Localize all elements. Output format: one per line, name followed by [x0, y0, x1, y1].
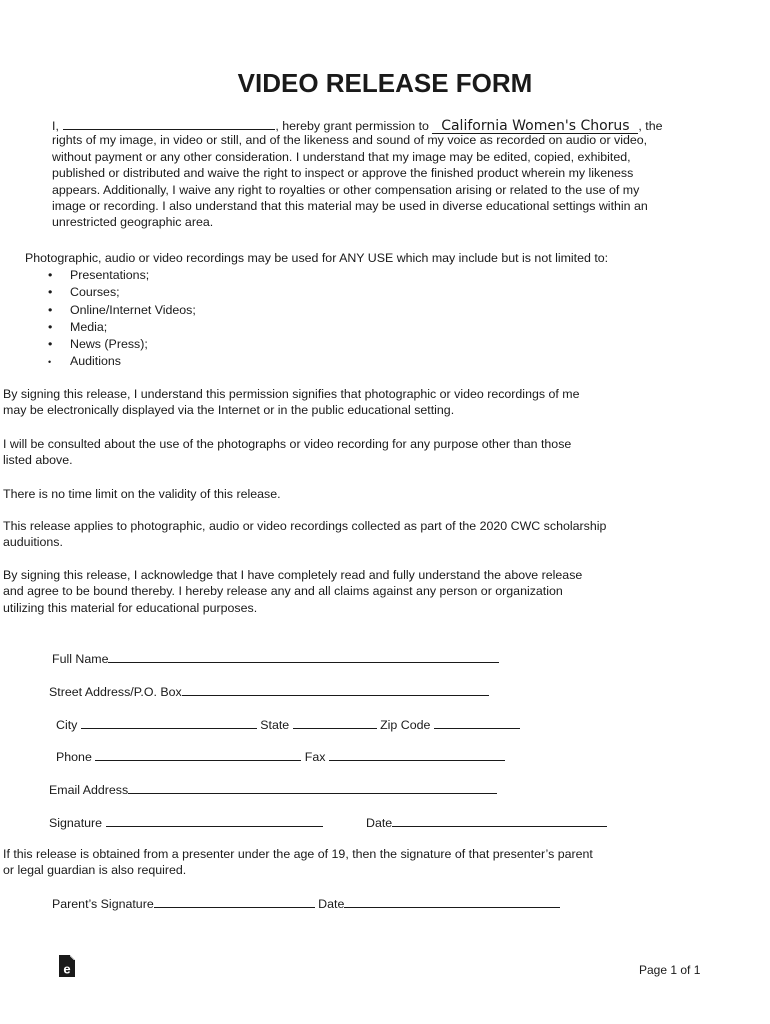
- bullet-icon: •: [48, 357, 52, 368]
- date-label: Date: [366, 816, 393, 830]
- list-item: • Online/Internet Videos;: [48, 302, 196, 317]
- email-input[interactable]: [128, 780, 497, 794]
- fax-input[interactable]: [329, 747, 505, 761]
- state-input[interactable]: [293, 715, 377, 729]
- bullet-icon: •: [48, 285, 53, 300]
- parent-signature-input[interactable]: [154, 894, 315, 908]
- bullet-icon: •: [48, 268, 53, 282]
- phone-fax-row: [56, 747, 505, 765]
- bullet-icon: •: [48, 302, 53, 317]
- fax-label: Fax: [304, 750, 326, 764]
- list-item: • News (Press);: [48, 337, 148, 352]
- uses-lead-text: Photographic, audio or video recordings may be used for ANY USE which may include but is not limited to:: [25, 251, 609, 265]
- parent-date-input[interactable]: [344, 894, 560, 908]
- state-label: State: [260, 718, 290, 732]
- intro-grant-text: , hereby grant permission to: [275, 119, 429, 133]
- street-field: [49, 682, 489, 700]
- bullet-icon: •: [48, 319, 53, 334]
- full-name-input[interactable]: [108, 649, 499, 663]
- date-input[interactable]: [392, 813, 607, 827]
- organization-field[interactable]: California Women's Chorus: [432, 119, 638, 134]
- zip-input[interactable]: [434, 715, 520, 729]
- minor-notice: If this release is obtained from a presenter under the age of 19, then the signature of that presenter’s parent or legal guardian is also required.: [3, 847, 593, 878]
- form-title: VIDEO RELEASE FORM: [237, 68, 533, 98]
- city-label: City: [56, 718, 78, 732]
- acknowledgement-paragraph: By signing this release, I acknowledge that I have completely read and fully understand the above release and agree to be bound thereby. I hereby release any and all claims against any person or organization utilizing this material for educational purposes.: [3, 568, 583, 615]
- signature-row: [49, 813, 323, 831]
- list-item: • Courses;: [48, 285, 120, 300]
- email-label: Email Address: [49, 783, 129, 797]
- full-name-label: Full Name: [52, 652, 109, 666]
- street-label: Street Address/P.O. Box: [49, 685, 182, 699]
- intro-prefix: I,: [52, 119, 59, 133]
- intro-line: published or distributed and waive the right to inspect or approve the finished product wherein my likeness: [52, 166, 634, 181]
- list-item: • Presentations;: [48, 268, 150, 282]
- uses-list: [48, 267, 196, 371]
- street-input[interactable]: [182, 682, 489, 696]
- page-number: Page 1 of 1: [639, 963, 701, 977]
- phone-input[interactable]: [95, 747, 301, 761]
- zip-label: Zip Code: [380, 718, 431, 732]
- validity-paragraph: There is no time limit on the validity of this release.: [3, 487, 281, 501]
- name-blank[interactable]: [63, 116, 275, 130]
- city-input[interactable]: [81, 715, 257, 729]
- list-item: • Auditions: [48, 353, 196, 370]
- parent-signature-row: [52, 894, 560, 912]
- date-field: [366, 813, 607, 831]
- intro-first-line: [52, 116, 732, 132]
- signature-label: Signature: [49, 816, 103, 830]
- intro-line: without payment or any other consideration. I understand that my image may be edited, copied, exhibited,: [52, 149, 631, 164]
- full-name-field: [52, 649, 499, 667]
- intro-line: appears. Additionally, I waive any right to royalties or other compensation arising or related to the use of my: [52, 182, 640, 197]
- svg-text:e: e: [63, 961, 71, 977]
- email-field: [49, 780, 497, 798]
- parent-date-label: Date: [318, 897, 345, 911]
- intro-line: unrestricted geographic area.: [52, 215, 214, 230]
- intro-line: rights of my image, in video or still, and of the likeness and sound of my voice as recorded on audio or video,: [52, 133, 648, 148]
- intro-line: image or recording. I also understand that this material may be used in diverse educational settings within an: [52, 198, 648, 213]
- consent-paragraph: By signing this release, I understand this permission signifies that photographic or video recordings of me may be electronically displayed via the Internet or in the public educational setting.: [3, 387, 580, 418]
- city-state-zip-row: [56, 715, 520, 733]
- phone-label: Phone: [56, 750, 92, 764]
- intro-suffix: , the: [638, 119, 663, 133]
- consultation-paragraph: I will be consulted about the use of the photographs or video recording for any purpose other than those listed above.: [3, 437, 572, 468]
- document-e-logo-icon: [58, 955, 76, 977]
- list-item: • Media;: [48, 319, 108, 334]
- intro-paragraph: [52, 116, 732, 231]
- bullet-icon: •: [48, 337, 53, 352]
- signature-input[interactable]: [106, 813, 323, 827]
- parent-signature-label: Parent’s Signature: [52, 897, 154, 911]
- scope-paragraph: This release applies to photographic, audio or video recordings collected as part of the 2020 CWC scholarship auduitions.: [3, 519, 607, 550]
